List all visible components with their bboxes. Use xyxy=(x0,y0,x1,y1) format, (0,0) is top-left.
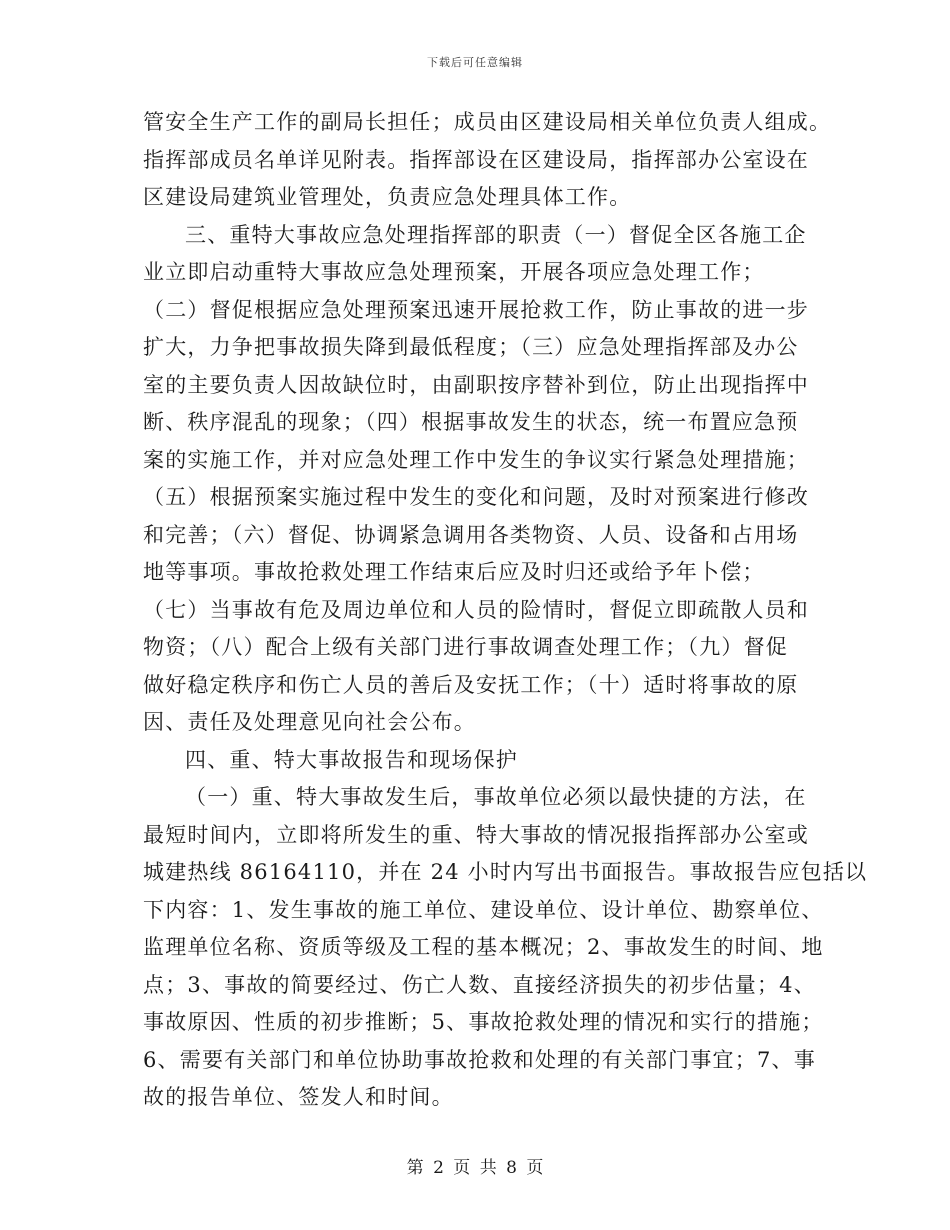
paragraph-line: 6、需要有关部门和单位协助事故抢救和处理的有关部门事宜；7、事 xyxy=(143,1047,816,1072)
page-header-note: 下载后可任意编辑 xyxy=(427,56,523,69)
document-body xyxy=(143,104,868,1117)
paragraph-line: 最短时间内，立即将所发生的重、特大事故的情况报指挥部办公室或 xyxy=(143,822,809,847)
paragraph-line: 扩大，力争把事故损失降到最低程度；（三）应急处理指挥部及办公 xyxy=(143,335,799,359)
paragraph-line: 室的主要负责人因故缺位时，由副职按序替补到位，防止出现指挥中 xyxy=(143,372,809,397)
paragraph-line: （二）督促根据应急处理预案迅速开展抢救工作，防止事故的进一步 xyxy=(143,297,809,322)
page-number-footer: 第 2 页 共 8 页 xyxy=(406,1158,544,1178)
paragraph-line: 区建设局建筑业管理处，负责应急处理具体工作。 xyxy=(143,185,632,209)
paragraph-line: 和完善；（六）督促、协调紧急调用各类物资、人员、设备和占用场 xyxy=(143,522,799,547)
paragraph-line: 下内容：1、发生事故的施工单位、建设单位、设计单位、勘察单位、 xyxy=(143,897,824,922)
paragraph-line: 事故原因、性质的初步推断；5、事故抢救处理的情况和实行的措施； xyxy=(143,1010,824,1034)
paragraph-line: 地等事项。事故抢救处理工作结束后应及时归还或给予年卜偿； xyxy=(143,560,765,584)
paragraph-line: 指挥部成员名单详见附表。指挥部设在区建设局，指挥部办公室设在 xyxy=(143,147,809,172)
paragraph-line: （一）重、特大事故发生后，事故单位必须以最快捷的方法，在 xyxy=(185,785,807,809)
paragraph-line: 物资；（八）配合上级有关部门进行事故调查处理工作；（九）督促 xyxy=(143,635,788,659)
paragraph-line: 因、责任及处理意见向社会公布。 xyxy=(143,710,476,734)
paragraph-line: 点；3、事故的简要经过、伤亡人数、直接经济损失的初步估量；4、 xyxy=(143,972,816,997)
paragraph-line: 城建热线 86164110，并在 24 小时内写出书面报告。事故报告应包括以 xyxy=(143,860,868,884)
paragraph-line: 案的实施工作，并对应急处理工作中发生的争议实行紧急处理措施； xyxy=(143,447,809,472)
paragraph-line: 断、秩序混乱的现象；（四）根据事故发生的状态，统一布置应急预 xyxy=(143,410,799,434)
paragraph-line: （七）当事故有危及周边单位和人员的险情时，督促立即疏散人员和 xyxy=(143,597,809,622)
paragraph-line: 管安全生产工作的副局长担任；成员由区建设局相关单位负责人组成。 xyxy=(143,110,832,134)
paragraph-line: 做好稳定秩序和伤亡人员的善后及安抚工作；（十）适时将事故的原 xyxy=(143,672,799,697)
section-heading-line: 三、重特大事故应急处理指挥部的职责（一）督促全区各施工企 xyxy=(185,222,807,247)
paragraph-line: 故的报告单位、签发人和时间。 xyxy=(143,1085,454,1109)
section-heading-line: 四、重、特大事故报告和现场保护 xyxy=(185,747,518,772)
paragraph-line: 业立即启动重特大事故应急处理预案，开展各项应急处理工作； xyxy=(143,260,765,284)
paragraph-line: 监理单位名称、资质等级及工程的基本概况；2、事故发生的时间、地 xyxy=(143,935,824,959)
paragraph-line: （五）根据预案实施过程中发生的变化和问题，及时对预案进行修改 xyxy=(143,485,809,509)
